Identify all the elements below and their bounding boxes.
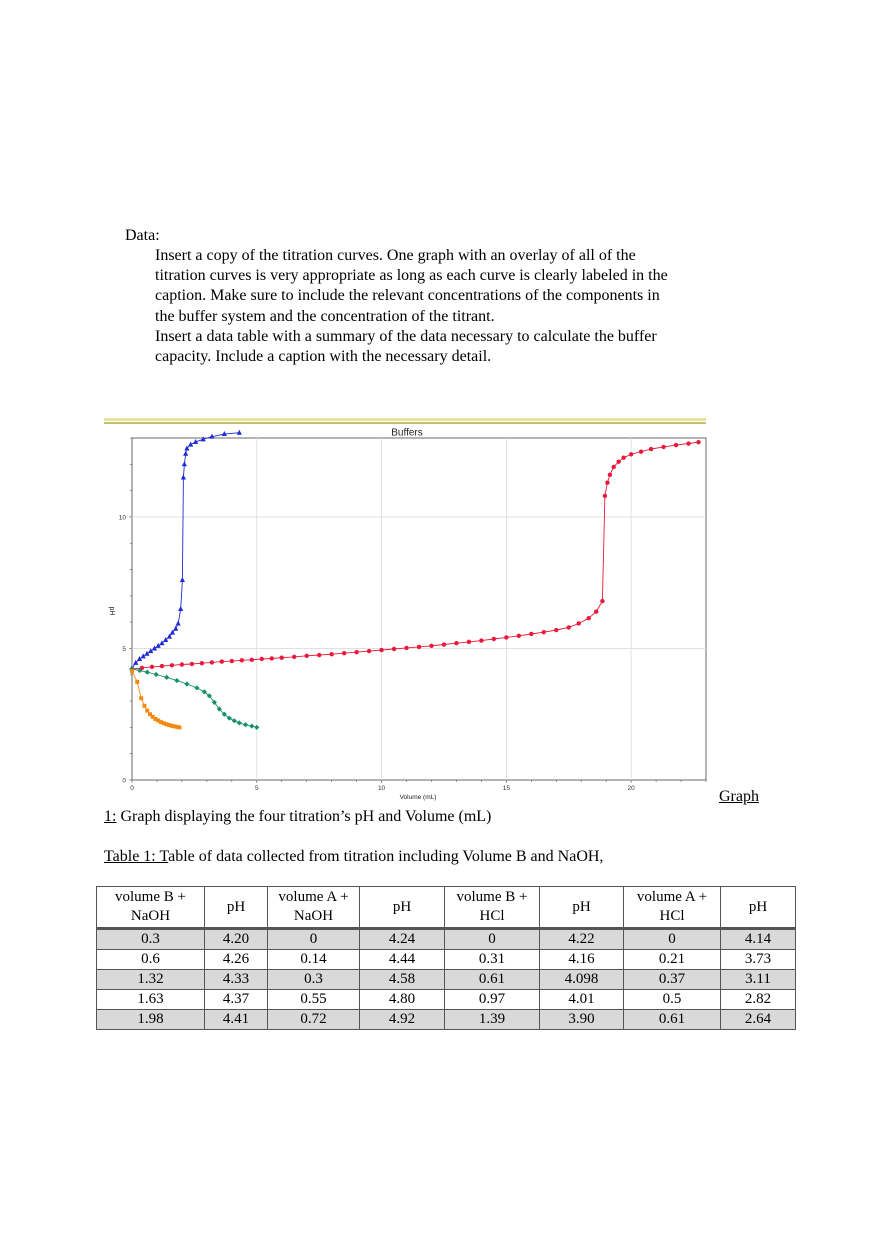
table-cell: 4.80	[360, 990, 445, 1010]
table-cell: 0.55	[268, 990, 360, 1010]
data-point	[135, 680, 139, 684]
data-point	[629, 452, 633, 456]
plot-area	[132, 438, 706, 780]
data-point	[454, 641, 458, 645]
data-point	[317, 653, 321, 657]
data-point	[150, 665, 154, 669]
data-point	[170, 663, 174, 667]
data-point	[594, 609, 598, 613]
data-point	[696, 440, 700, 444]
data-point	[367, 649, 371, 653]
data-point	[600, 599, 604, 603]
data-point	[237, 430, 242, 435]
data-point	[392, 647, 396, 651]
x-tick-label: 15	[502, 785, 510, 792]
chart-title: Buffers	[391, 427, 423, 439]
table-cell: 0.61	[624, 1010, 721, 1030]
data-point	[190, 662, 194, 666]
data-point	[577, 621, 581, 625]
x-tick-label: 0	[130, 785, 134, 792]
column-header: pH	[721, 887, 796, 929]
table-row	[97, 929, 796, 950]
table-cell: 0.97	[445, 990, 540, 1010]
table-cell: 0.61	[445, 970, 540, 990]
data-point	[603, 494, 607, 498]
data-point	[504, 635, 508, 639]
column-header: volume A + NaOH	[268, 887, 360, 929]
table-cell: 4.22	[540, 929, 624, 950]
table-cell: 0.3	[97, 929, 205, 950]
table-row	[97, 970, 796, 990]
table-cell: 0.6	[97, 950, 205, 970]
data-point	[608, 473, 612, 477]
table-cell: 4.24	[360, 929, 445, 950]
table-cell: 4.33	[205, 970, 268, 990]
data-point	[529, 632, 533, 636]
data-point	[649, 447, 653, 451]
table-cell: 4.41	[205, 1010, 268, 1030]
x-axis-label: Volume (mL)	[399, 794, 437, 801]
data-point	[329, 652, 333, 656]
table-caption-text: able of data collected from titration including Volume B and NaOH,	[168, 848, 604, 865]
data-point	[177, 725, 181, 729]
x-tick-label: 10	[377, 785, 386, 792]
table-cell: 3.11	[721, 970, 796, 990]
column-header: pH	[540, 887, 624, 929]
data-point	[621, 456, 625, 460]
data-point	[616, 459, 620, 463]
data-point	[200, 661, 204, 665]
table-cell: 0	[268, 929, 360, 950]
table-cell: 3.73	[721, 950, 796, 970]
table-cell: 3.90	[540, 1010, 624, 1030]
column-header: pH	[360, 887, 445, 929]
data-point	[145, 709, 149, 713]
table-row	[97, 950, 796, 970]
data-point	[542, 630, 546, 634]
graph-caption-number: 1:	[104, 808, 117, 825]
graph-caption	[104, 808, 491, 826]
table-cell: 4.37	[205, 990, 268, 1010]
titration-data-table	[96, 886, 796, 1030]
data-point	[661, 445, 665, 449]
x-tick-label: 20	[627, 785, 635, 792]
column-header: volume A + HCl	[624, 887, 721, 929]
data-point	[180, 662, 184, 666]
table-row	[97, 1010, 796, 1030]
data-point	[611, 465, 615, 469]
data-point	[280, 655, 284, 659]
y-tick-label: 10	[118, 514, 126, 522]
data-point	[554, 628, 558, 632]
table-cell: 0.5	[624, 990, 721, 1010]
data-point	[379, 648, 383, 652]
table-caption	[104, 848, 603, 866]
table-cell: 4.01	[540, 990, 624, 1010]
data-point	[304, 654, 308, 658]
table-caption-label: Table 1: T	[104, 848, 169, 865]
table-cell: 1.32	[97, 970, 205, 990]
data-point	[230, 659, 234, 663]
data-point	[160, 664, 164, 668]
table-cell: 0	[624, 929, 721, 950]
data-point	[639, 449, 643, 453]
data-point	[250, 658, 254, 662]
data-point	[342, 651, 346, 655]
data-point	[467, 640, 471, 644]
data-point	[139, 696, 143, 700]
table-cell: 4.16	[540, 950, 624, 970]
data-point	[429, 644, 433, 648]
table-cell: 0.21	[624, 950, 721, 970]
data-point	[492, 637, 496, 641]
table-cell: 0	[445, 929, 540, 950]
table-cell: 2.82	[721, 990, 796, 1010]
data-point	[517, 634, 521, 638]
data-point	[442, 642, 446, 646]
table-header-row	[97, 887, 796, 929]
column-header: pH	[205, 887, 268, 929]
data-point	[220, 659, 224, 663]
table-cell: 1.63	[97, 990, 205, 1010]
table-cell: 0.3	[268, 970, 360, 990]
x-tick-label: 5	[254, 785, 259, 792]
table-cell: 0.72	[268, 1010, 360, 1030]
y-axis-label: pH	[108, 606, 115, 616]
data-point	[417, 645, 421, 649]
table-cell: 1.39	[445, 1010, 540, 1030]
table-cell: 0.37	[624, 970, 721, 990]
instruction-paragraph: Insert a data table with a summary of the data necessary to calculate the buffer capacity. Include a caption with the necessary detail.	[155, 327, 657, 366]
data-point	[587, 616, 591, 620]
data-point	[605, 481, 609, 485]
table-cell: 4.098	[540, 970, 624, 990]
y-tick-label: 5	[122, 645, 126, 653]
table-cell: 2.64	[721, 1010, 796, 1030]
data-point	[142, 704, 146, 708]
data-point	[686, 441, 690, 445]
data-point	[674, 443, 678, 447]
data-point	[240, 658, 244, 662]
column-header: volume B + NaOH	[97, 887, 205, 929]
y-tick-label: 0	[122, 777, 126, 785]
table-cell: 4.26	[205, 950, 268, 970]
chart-header-band	[104, 418, 706, 426]
data-point	[567, 625, 571, 629]
table-cell: 4.58	[360, 970, 445, 990]
data-point	[260, 657, 264, 661]
titration-chart	[96, 426, 716, 802]
data-point	[292, 655, 296, 659]
data-point	[479, 638, 483, 642]
data-point	[270, 656, 274, 660]
table-cell: 0.14	[268, 950, 360, 970]
graph-caption-text: Graph displaying the four titration’s pH and Volume (mL)	[116, 808, 492, 825]
table-cell: 4.92	[360, 1010, 445, 1030]
table-cell: 0.31	[445, 950, 540, 970]
section-heading: Data:	[125, 227, 160, 244]
table-cell: 4.44	[360, 950, 445, 970]
table-cell: 4.20	[205, 929, 268, 950]
instructions	[155, 246, 675, 367]
instruction-paragraph: Insert a copy of the titration curves. One graph with an overlay of all of the titration curves is very appropriate as long as each curve is clearly labeled in the caption. Make sure to include the relevant concentrations of the components in the buffer system and the concentration of the titrant.	[155, 247, 668, 325]
table-cell: 4.14	[721, 929, 796, 950]
data-point	[354, 650, 358, 654]
column-header: volume B + HCl	[445, 887, 540, 929]
data-point	[210, 660, 214, 664]
data-point	[130, 669, 134, 673]
table-cell: 1.98	[97, 1010, 205, 1030]
table-row	[97, 990, 796, 1010]
graph-caption-label: Graph	[719, 788, 759, 805]
data-point	[404, 646, 408, 650]
